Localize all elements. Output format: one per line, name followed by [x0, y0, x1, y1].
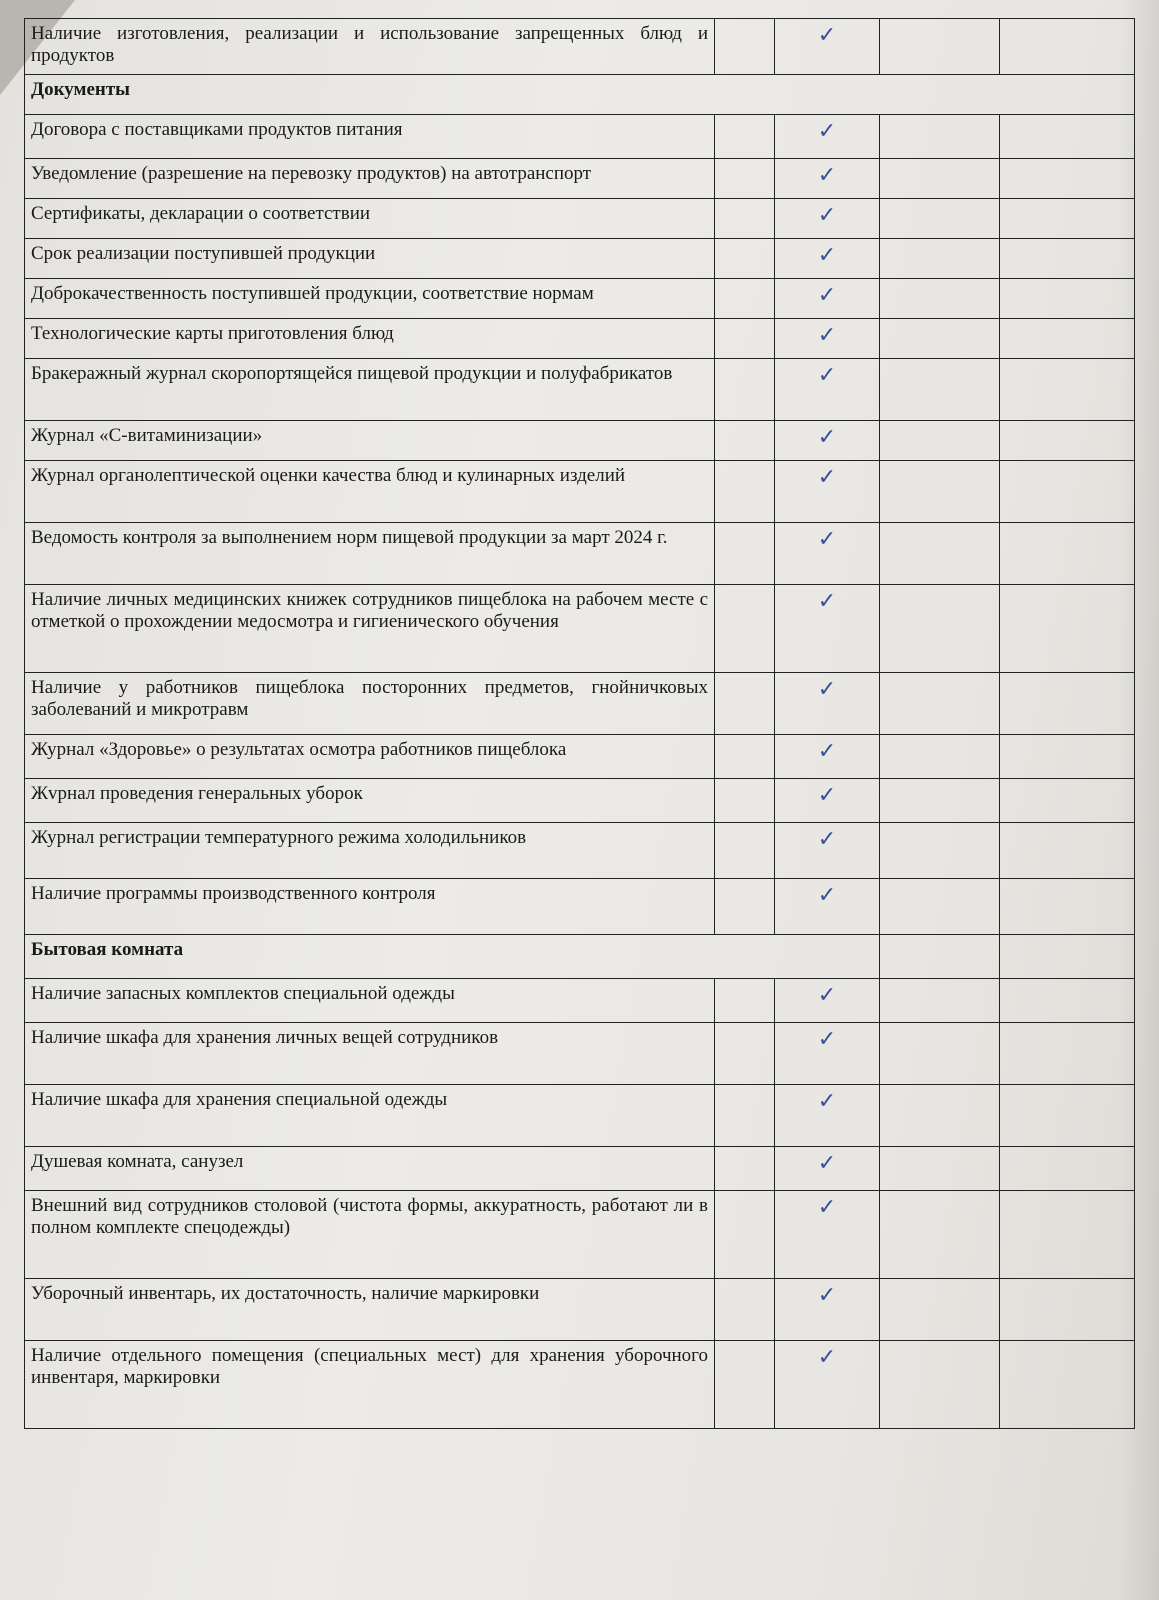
check-mark: ✓: [775, 239, 880, 279]
section-title: Бытовая комната: [25, 935, 880, 979]
empty-cell: [880, 159, 1000, 199]
empty-cell: [715, 115, 775, 159]
item-label: Жvрнал проведения генеральных уборок: [25, 779, 715, 823]
empty-cell: [715, 359, 775, 421]
table-row: [25, 359, 1135, 421]
check-mark: ✓: [775, 735, 880, 779]
empty-cell: [1000, 1147, 1135, 1191]
check-mark: ✓: [775, 159, 880, 199]
empty-cell: [715, 159, 775, 199]
empty-cell: [715, 199, 775, 239]
empty-cell: [715, 19, 775, 75]
item-label: Наличие личных медицинских книжек сотрудников пищеблока на рабочем месте с отметкой о прохождении медосмотра и гигиенического обучения: [25, 585, 715, 673]
empty-cell: [880, 1341, 1000, 1429]
empty-cell: [715, 1279, 775, 1341]
empty-cell: [1000, 1023, 1135, 1085]
item-label: Сертификаты, декларации о соответствии: [25, 199, 715, 239]
empty-cell: [715, 279, 775, 319]
empty-cell: [1000, 1279, 1135, 1341]
empty-cell: [1000, 359, 1135, 421]
item-label: Наличие шкафа для хранения личных вещей сотрудников: [25, 1023, 715, 1085]
check-mark: ✓: [775, 585, 880, 673]
item-label: Наличие программы производственного контроля: [25, 879, 715, 935]
table-row: [25, 523, 1135, 585]
table-row: [25, 779, 1135, 823]
empty-cell: [880, 319, 1000, 359]
table-row: [25, 319, 1135, 359]
check-mark: ✓: [775, 359, 880, 421]
empty-cell: [880, 979, 1000, 1023]
table-row: [25, 421, 1135, 461]
check-mark: ✓: [775, 461, 880, 523]
item-label: Наличие отдельного помещения (специальных мест) для хранения уборочного инвентаря, маркировки: [25, 1341, 715, 1429]
empty-cell: [880, 823, 1000, 879]
empty-cell: [715, 1341, 775, 1429]
check-mark: ✓: [775, 115, 880, 159]
empty-cell: [1000, 523, 1135, 585]
empty-cell: [715, 779, 775, 823]
item-label: Журнал органолептической оценки качества блюд и кулинарных изделий: [25, 461, 715, 523]
item-label: Уборочный инвентарь, их достаточность, наличие маркировки: [25, 1279, 715, 1341]
check-mark: ✓: [775, 779, 880, 823]
empty-cell: [880, 239, 1000, 279]
empty-cell: [880, 779, 1000, 823]
check-mark: ✓: [775, 1085, 880, 1147]
empty-cell: [715, 673, 775, 735]
empty-cell: [880, 673, 1000, 735]
empty-cell: [715, 1147, 775, 1191]
empty-cell: [880, 115, 1000, 159]
empty-cell: [1000, 1191, 1135, 1279]
item-label: Срок реализации поступившей продукции: [25, 239, 715, 279]
empty-cell: [1000, 879, 1135, 935]
item-label: Договора с поставщиками продуктов питания: [25, 115, 715, 159]
empty-cell: [880, 1085, 1000, 1147]
empty-cell: [715, 823, 775, 879]
empty-cell: [1000, 115, 1135, 159]
check-mark: ✓: [775, 673, 880, 735]
item-label: Журнал «С-витаминизации»: [25, 421, 715, 461]
check-mark: ✓: [775, 19, 880, 75]
empty-cell: [715, 735, 775, 779]
empty-cell: [880, 19, 1000, 75]
table-row: [25, 199, 1135, 239]
check-mark: ✓: [775, 823, 880, 879]
item-label: Уведомление (разрешение на перевозку продуктов) на автотранспорт: [25, 159, 715, 199]
table-row: [25, 239, 1135, 279]
item-label: Наличие у работников пищеблока посторонних предметов, гнойничковых заболеваний и микротравм: [25, 673, 715, 735]
empty-cell: [715, 319, 775, 359]
table-row: [25, 1085, 1135, 1147]
item-label: Наличие шкафа для хранения специальной одежды: [25, 1085, 715, 1147]
empty-cell: [715, 585, 775, 673]
check-mark: ✓: [775, 1147, 880, 1191]
empty-cell: [1000, 1085, 1135, 1147]
section-row: [25, 75, 1135, 115]
empty-cell: [1000, 585, 1135, 673]
empty-cell: [1000, 319, 1135, 359]
empty-cell: [715, 979, 775, 1023]
check-mark: ✓: [775, 1341, 880, 1429]
item-label: Наличие изготовления, реализации и использование запрещенных блюд и продуктов: [25, 19, 715, 75]
check-mark: ✓: [775, 1023, 880, 1085]
item-label: Доброкачественность поступившей продукции, соответствие нормам: [25, 279, 715, 319]
empty-cell: [880, 879, 1000, 935]
table-row: [25, 1147, 1135, 1191]
empty-cell: [1000, 779, 1135, 823]
item-label: Наличие запасных комплектов специальной одежды: [25, 979, 715, 1023]
empty-cell: [880, 1191, 1000, 1279]
empty-cell: [1000, 19, 1135, 75]
empty-cell: [880, 735, 1000, 779]
empty-cell: [880, 359, 1000, 421]
table-row: [25, 673, 1135, 735]
empty-cell: [880, 279, 1000, 319]
empty-cell: [715, 1085, 775, 1147]
empty-cell: [715, 239, 775, 279]
item-label: Душевая комната, санузел: [25, 1147, 715, 1191]
empty-cell: [1000, 823, 1135, 879]
empty-cell: [880, 935, 1000, 979]
table-row: [25, 1341, 1135, 1429]
empty-cell: [1000, 421, 1135, 461]
empty-cell: [1000, 1341, 1135, 1429]
table-row: [25, 1023, 1135, 1085]
item-label: Журнал «Здоровье» о результатах осмотра работников пищеблока: [25, 735, 715, 779]
check-mark: ✓: [775, 199, 880, 239]
check-mark: ✓: [775, 1191, 880, 1279]
check-mark: ✓: [775, 979, 880, 1023]
empty-cell: [880, 523, 1000, 585]
table-row: [25, 823, 1135, 879]
empty-cell: [880, 1279, 1000, 1341]
item-label: Журнал регистрации температурного режима холодильников: [25, 823, 715, 879]
table-row: [25, 1191, 1135, 1279]
table-row: [25, 1279, 1135, 1341]
empty-cell: [1000, 199, 1135, 239]
empty-cell: [715, 1023, 775, 1085]
item-label: Бракеражный журнал скоропортящейся пищевой продукции и полуфабрикатов: [25, 359, 715, 421]
empty-cell: [880, 1023, 1000, 1085]
item-label: Технологические карты приготовления блюд: [25, 319, 715, 359]
empty-cell: [1000, 673, 1135, 735]
check-mark: ✓: [775, 319, 880, 359]
table-row: [25, 279, 1135, 319]
empty-cell: [880, 585, 1000, 673]
check-mark: ✓: [775, 421, 880, 461]
table-row: [25, 879, 1135, 935]
item-label: Ведомость контроля за выполнением норм пищевой продукции за март 2024 г.: [25, 523, 715, 585]
table-row: [25, 461, 1135, 523]
check-mark: ✓: [775, 279, 880, 319]
empty-cell: [1000, 279, 1135, 319]
checklist-table: [24, 18, 1135, 1429]
empty-cell: [880, 199, 1000, 239]
section-row: [25, 935, 1135, 979]
section-title: Документы: [25, 75, 1135, 115]
check-mark: ✓: [775, 1279, 880, 1341]
table-row: [25, 585, 1135, 673]
empty-cell: [1000, 461, 1135, 523]
empty-cell: [1000, 239, 1135, 279]
empty-cell: [1000, 935, 1135, 979]
empty-cell: [880, 461, 1000, 523]
table-row: [25, 19, 1135, 75]
empty-cell: [715, 461, 775, 523]
check-mark: ✓: [775, 523, 880, 585]
empty-cell: [1000, 159, 1135, 199]
empty-cell: [715, 421, 775, 461]
empty-cell: [1000, 979, 1135, 1023]
empty-cell: [1000, 735, 1135, 779]
empty-cell: [715, 1191, 775, 1279]
empty-cell: [880, 1147, 1000, 1191]
empty-cell: [880, 421, 1000, 461]
empty-cell: [715, 523, 775, 585]
table-row: [25, 979, 1135, 1023]
table-row: [25, 159, 1135, 199]
empty-cell: [715, 879, 775, 935]
check-mark: ✓: [775, 879, 880, 935]
item-label: Внешний вид сотрудников столовой (чистота формы, аккуратность, работают ли в полном комплекте спецодежды): [25, 1191, 715, 1279]
table-row: [25, 115, 1135, 159]
table-row: [25, 735, 1135, 779]
